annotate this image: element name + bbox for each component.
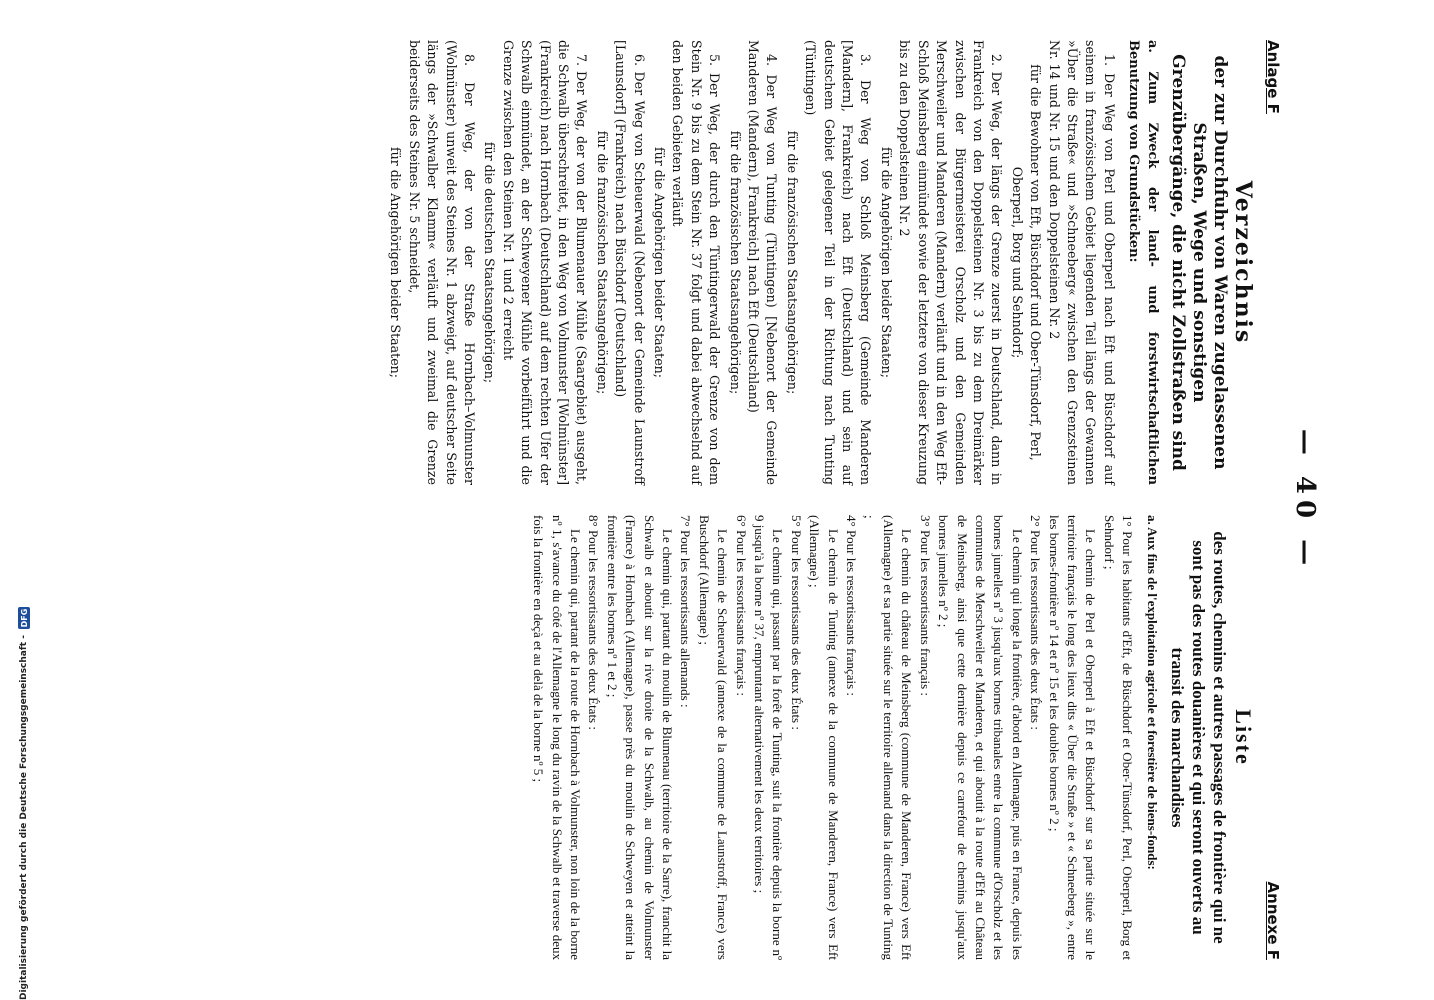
german-item-text: 4. Der Weg von Tunting (Tüntingen) [Nebenort der Gemeinde Manderen (Mandern), Frankreich] nach Eft (Deutschland) bbox=[746, 40, 780, 485]
french-item-text: Le chemin de Scheuerwald (annexe de la commune de Launstroff, France) vers Buschdorf (Allemagne) ; bbox=[696, 515, 731, 960]
annexe-label: Annexe F bbox=[1264, 881, 1282, 960]
german-item-beneficiaries: für die französischen Staatsangehörigen; bbox=[727, 130, 743, 395]
french-item-lead: 5° Pour les ressortissants des deux États : bbox=[788, 515, 804, 730]
anlage-label: Anlage F bbox=[1264, 40, 1282, 114]
french-section-heading: a. Aux fins de l'exploitation agricole et forestière de biens-fonds: bbox=[1144, 515, 1160, 870]
french-list-item bbox=[694, 515, 749, 960]
french-list-item bbox=[1044, 515, 1136, 960]
credit-text: Digitalisierung gefördert durch die Deutsche Forschungsgemeinschaft - bbox=[19, 635, 29, 1000]
german-list-item bbox=[650, 40, 724, 485]
french-item-text: Le chemin qui longe la frontière, d'abord en Allemagne, puis en France, depuis les bornes jumelles nº 3 jusqu'aux bornes tribanales entre la commune d'Orscholz et les communes de Merschweiler et Manderen, et qui aboutit à la route d'Eft au Château de Meinsberg, ainsi que cette dernière depuis ce carrefour de chemins jusqu'aux bornes jumelles nº 2 ; bbox=[936, 515, 1025, 960]
german-section-heading: a. Zum Zweck der land- und forstwirtschaftlichen Benutzung von Grundstücken: bbox=[1126, 40, 1160, 485]
french-list-item bbox=[750, 515, 805, 960]
german-list-item bbox=[1007, 40, 1117, 485]
german-title: Verzeichnis bbox=[1230, 180, 1256, 345]
page-number: — 40 — bbox=[1290, 428, 1320, 572]
french-item-lead: 6° Pour les ressortissants français : bbox=[733, 515, 749, 697]
german-list-item bbox=[877, 40, 1006, 485]
german-item-beneficiaries: für die Angehörigen beider Staaten; bbox=[652, 146, 668, 379]
german-item-beneficiaries: für die Bewohner von Eft, Büschdorf und Ober-Tünsdorf, Perl, Oberperl, Borg und Sehndorf; bbox=[1009, 64, 1044, 461]
french-item-lead: 4° Pour les ressortissants français : bbox=[844, 515, 860, 697]
french-list-item bbox=[529, 515, 603, 960]
french-list-item bbox=[805, 515, 860, 960]
french-item-lead: 8° Pour les ressortissants des deux États : bbox=[586, 515, 602, 730]
document-page bbox=[30, 0, 1330, 1000]
german-item-text: 1. Der Weg von Perl und Oberperl nach Eft und Büschdorf auf seinem in französischem Gebiet liegenden Teil längs der Gewannen »Über die Straße« und »Schneeberg« zwischen den Grenzsteinen Nr. 14 und Nr. 15 und den Doppelsteinen Nr. 2 bbox=[1046, 40, 1117, 485]
french-item-text: Le chemin qui, passant par la forêt de Tunting, suit la frontière depuis la borne nº 9 jusqu'à la borne nº 37, empruntant alternativement les deux territoires ; bbox=[752, 515, 786, 960]
dfg-logo: DFG bbox=[19, 608, 29, 628]
german-list-item bbox=[592, 40, 647, 485]
digitization-credit bbox=[14, 0, 34, 1000]
german-list-item bbox=[782, 40, 874, 485]
french-item-text: Le chemin de Perl et Oberperl à Eft et Büschdorf sur sa partie située sur le territoire français le long des lieux dits « Über die Straße » et « Schneeberg », entre les bornes-frontière nº 14 et nº 15 et les doubles bornes nº 2 ; bbox=[1046, 515, 1099, 960]
french-item-text: Le chemin qui, partant de la route de Hornbach à Volmunster, non loin de la borne nº 1, s'avance du côté de l'Allemagne le long du ravin de la Schwalb et traverse deux fois la frontière en deçà et au delà de la borne nº 5 ; bbox=[531, 515, 583, 960]
german-item-beneficiaries: für die französischen Staatsangehörigen; bbox=[784, 130, 800, 395]
french-item-list bbox=[529, 515, 1136, 960]
french-item-text: Le chemin de Tunting (annexe de la commune de Manderen, France) vers Eft (Allemagne) ; bbox=[807, 515, 841, 960]
french-item-text: Le chemin du château de Meinsberg (commune de Manderen, France) vers Eft (Allemagne) et sa partie située sur le territoire allemand dans la direction de Tunting ; bbox=[862, 515, 915, 960]
french-list-item bbox=[602, 515, 694, 960]
french-item-text: Le chemin qui, partant du moulin de Blumenau (territoire de la Sarre), franchit la Schwalb et aboutit sur la rive droite de la Schwalb, au chemin de Volmunster (France) à Hornbach (Allemagne), passe près du moulin de Schweyen et atteint la frontière entre les bornes nº 1 et 2 ; bbox=[604, 515, 676, 960]
french-subtitle: des routes, chemins et autres passages de frontière qui ne sont pas des routes douanières et qui seront ouverts au transit des marchandises bbox=[1167, 531, 1229, 944]
german-list-item bbox=[386, 40, 478, 485]
french-item-lead: 1° Pour les habitants d'Eft, de Büschdorf et Ober-Tünsdorf, Perl, Oberperl, Borg et Sehndorf ; bbox=[1101, 515, 1136, 960]
german-item-beneficiaries: für die deutschen Staatsangehörigen; bbox=[482, 141, 498, 384]
german-list-item bbox=[480, 40, 590, 485]
french-list-item bbox=[934, 515, 1044, 960]
french-column bbox=[529, 515, 1256, 960]
german-list-item bbox=[725, 40, 780, 485]
german-subtitle: der zur Durchfuhr von Waren zugelassenen Straßen, Wege und sonstigen Grenzübergänge, die nicht Zollstraßen sind bbox=[1167, 54, 1230, 471]
german-item-text: 3. Der Weg von Schloß Meinsberg (Gemeinde Manderen [Mandern], Frankreich) nach Eft (Deutschland) und sein auf deutschem Gebiet gelegener Teil in der Richtung nach Tunting (Tüntingen) bbox=[803, 40, 874, 485]
german-item-text: 5. Der Weg, der durch den Tüntingerwald der Grenze von dem Stein Nr. 9 bis zu dem Stein Nr. 37 folgt und dabei abwechselnd auf den beiden Gebieten verläuft bbox=[670, 40, 723, 485]
german-item-text: 8. Der Weg, der von der Straße Hornbach–Volmunster (Wolmünster) unweit des Steines Nr. 1 abzweigt, auf deutscher Seite längs der »Schwalber Klamm« verläuft und zweimal die Grenze beiderseits des Steines Nr. 5 schneidet, bbox=[406, 40, 477, 485]
german-item-list bbox=[386, 40, 1118, 485]
french-title: Liste bbox=[1231, 709, 1256, 766]
german-item-beneficiaries: für die französischen Staatsangehörigen; bbox=[594, 130, 610, 395]
french-item-lead: 3° Pour les ressortissants français : bbox=[917, 515, 933, 697]
german-item-beneficiaries: für die Angehörigen beider Staaten; bbox=[878, 146, 894, 379]
french-list-item bbox=[860, 515, 934, 960]
german-column bbox=[384, 40, 1256, 485]
german-item-text: 2. Der Weg, der längs der Grenze zuerst in Deutschland, dann in Frankreich von den Doppelsteinen Nr. 3 bis zu dem Dreimärker zwischen der Bürgermeisterei Orscholz und den Gemeinden Merschweiler und Manderen (Mandern) verläuft und in den Weg Eft-Schloß Meinsberg einmündet sowie der letztere von dieser Kreuzung bis zu den Doppelsteinen Nr. 2 bbox=[897, 40, 1005, 485]
german-item-beneficiaries: für die Angehörigen beider Staaten; bbox=[388, 146, 404, 379]
french-item-lead: 7° Pour les ressortissants allemands : bbox=[678, 515, 694, 708]
german-item-text: 6. Der Weg von Scheuerwald (Nebenort der Gemeinde Launstroff [Launsdorf] (Frankreich) nach Büschdorf (Deutschland) bbox=[613, 40, 647, 485]
german-item-text: 7. Der Weg, der von der Blumenauer Mühle (Saargebiet) ausgeht, die Schwalb überschreitet, in den Weg von Volmunster [Wolmünster] (Frankreich) nach Hornbach (Deutschland) auf dem rechten Ufer der Schwalb einmündet, an der Schweyener Mühle vorbeiführt und die Grenze zwischen den Steinen Nr. 1 und 2 erreicht bbox=[500, 40, 590, 485]
french-item-lead: 2° Pour les ressortissants des deux États : bbox=[1028, 515, 1044, 730]
